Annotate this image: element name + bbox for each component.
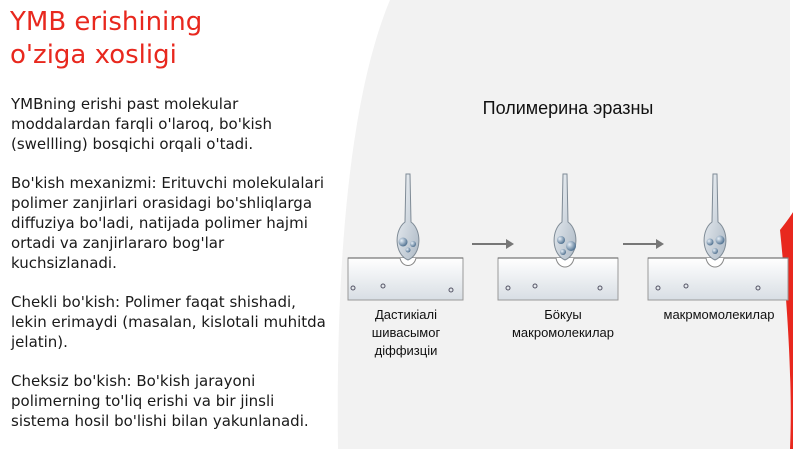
caption-stage-1-line-1: Дастикiалi xyxy=(374,307,438,322)
figure-title: Полимерина эразны xyxy=(482,98,654,118)
title-line-1: YMB erishining xyxy=(10,7,203,37)
paragraph-intro: YMBning erishi past molekular moddalardan farqli o'laroq, bo'kish (swellling) bosqichi orqali o'tadi. xyxy=(11,95,273,153)
stage-3-panel xyxy=(648,174,788,300)
stage-1-panel xyxy=(348,174,463,300)
slide-title xyxy=(10,6,202,72)
body-text xyxy=(11,94,329,449)
solvent-droplet-icon xyxy=(554,174,576,260)
caption-stage-1-line-2: шивасымог xyxy=(371,325,441,340)
paragraph-unlimited-swelling: Cheksiz bo'kish: Bo'kish jarayoni polimerning to'liq erishi va bir jinsli sistema hosil bo'lishi bilan yakunlanadi. xyxy=(11,372,309,430)
caption-stage-2-line-1: Бöкуы xyxy=(544,307,582,322)
caption-stage-3 xyxy=(648,306,790,324)
solvent-droplet-icon xyxy=(397,174,419,260)
caption-stage-2-line-2: макромолекилар xyxy=(511,325,614,340)
caption-stage-1 xyxy=(344,306,468,360)
right-arrow-icon xyxy=(472,239,514,249)
paragraph-mechanism: Bo'kish mexanizmi: Erituvchi molekulalari polimer zanjirlari orasidagi bo'shliqlarga diffuziya bo'ladi, natijada polimer hajmi ortadi va zanjirlararo bog'lar kuchsizlanadi. xyxy=(11,174,325,272)
caption-stage-2 xyxy=(496,306,630,342)
title-line-2: o'ziga xosligi xyxy=(10,40,177,70)
stage-2-panel xyxy=(498,174,618,300)
paragraph-limited-swelling: Chekli bo'kish: Polimer faqat shishadi, lekin erimaydi (masalan, kislotali muhitda jelatin). xyxy=(11,293,326,351)
caption-stage-3-line-1: макрмомолекилар xyxy=(663,307,775,322)
dissolution-figure xyxy=(338,78,798,368)
solvent-droplet-icon xyxy=(704,174,726,260)
right-arrow-icon xyxy=(623,239,664,249)
caption-stage-1-line-3: дiффизцiи xyxy=(374,343,438,358)
